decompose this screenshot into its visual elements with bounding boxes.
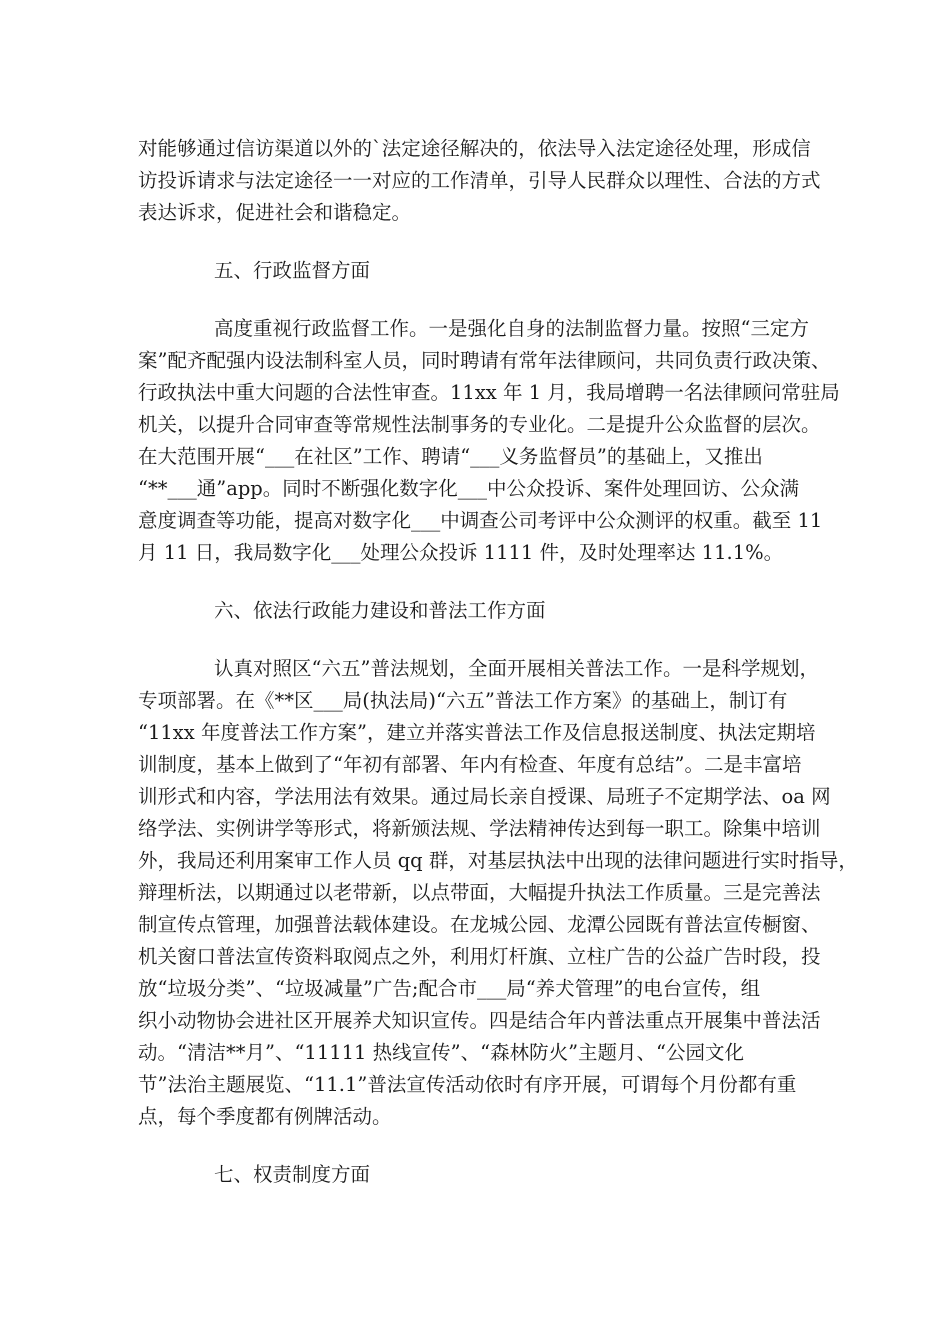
text-line: 访投诉请求与法定途径一一对应的工作清单，引导人民群众以理性、合法的方式 <box>138 169 821 192</box>
text-line: 制宣传点管理，加强普法载体建设。在龙城公园、龙潭公园既有普法宣传橱窗、 <box>138 913 821 936</box>
text-line: “**___通”app。同时不断强化数字化___中公众投诉、案件处理回访、公众满 <box>138 477 800 500</box>
text-line: 案”配齐配强内设法制科室人员，同时聘请有常年法律顾问，共同负责行政决策、 <box>138 349 831 372</box>
text-line: 表达诉求，促进社会和谐稳定。 <box>138 201 412 224</box>
text-line: 机关窗口普法宣传资料取阅点之外，利用灯杆旗、立柱广告的公益广告时段，投 <box>138 945 821 968</box>
section-heading-5: 五、行政监督方面 <box>214 259 371 282</box>
text-line: 放“垃圾分类”、“垃圾减量”广告;配合市___局“养犬管理”的电台宣传，组 <box>138 977 761 1000</box>
text-line: 外，我局还利用案审工作人员 qq 群，对基层执法中出现的法律问题进行实时指导， <box>138 849 858 872</box>
text-line: 辩理析法，以期通过以老带新，以点带面，大幅提升执法工作质量。三是完善法 <box>138 881 821 904</box>
text-line: 络学法、实例讲学等形式，将新颁法规、学法精神传达到每一职工。除集中培训 <box>138 817 821 840</box>
text-line: 动。“清洁**月”、“11111 热线宣传”、“森林防火”主题月、“公园文化 <box>138 1041 745 1064</box>
section-heading-7: 七、权责制度方面 <box>214 1163 371 1186</box>
text-line: 点，每个季度都有例牌活动。 <box>138 1105 392 1128</box>
paragraph-complaints <box>138 133 821 229</box>
section-heading-6: 六、依法行政能力建设和普法工作方面 <box>214 599 546 622</box>
text-line: 训形式和内容，学法用法有效果。通过局长亲自授课、局班子不定期学法、oa 网 <box>138 785 831 808</box>
text-line: 织小动物协会进社区开展养犬知识宣传。四是结合年内普法重点开展集中普法活 <box>138 1009 821 1032</box>
text-line: 节”法治主题展览、“11.1”普法宣传活动依时有序开展，可谓每个月份都有重 <box>138 1073 797 1096</box>
text-line: 行政执法中重大问题的合法性审查。11xx 年 1 月，我局增聘一名法律顾问常驻局 <box>138 381 840 404</box>
document-page <box>138 133 858 1191</box>
text-line: 训制度，基本上做到了“年初有部署、年内有检查、年度有总结”。二是丰富培 <box>138 753 802 776</box>
text-line: 在大范围开展“___在社区”工作、聘请“___义务监督员”的基础上，又推出 <box>138 445 763 468</box>
text-line: 专项部署。在《**区___局(执法局)“六五”普法工作方案》的基础上，制订有 <box>138 689 788 712</box>
text-line: 月 11 日，我局数字化___处理公众投诉 1111 件，及时处理率达 11.1%。 <box>138 541 784 564</box>
text-line: 高度重视行政监督工作。一是强化自身的法制监督力量。按照“三定方 <box>214 317 809 340</box>
paragraph-legal-education <box>138 653 858 1133</box>
text-line: 认真对照区“六五”普法规划，全面开展相关普法工作。一是科学规划， <box>214 657 819 680</box>
text-line: “11xx 年度普法工作方案”，建立并落实普法工作及信息报送制度、执法定期培 <box>138 721 816 744</box>
text-line: 机关，以提升合同审查等常规性法制事务的专业化。二是提升公众监督的层次。 <box>138 413 821 436</box>
text-line: 意度调查等功能，提高对数字化___中调查公司考评中公众测评的权重。截至 11 <box>138 509 823 532</box>
text-line: 对能够通过信访渠道以外的`法定途径解决的，依法导入法定途径处理，形成信 <box>138 137 811 160</box>
paragraph-supervision <box>138 313 840 569</box>
